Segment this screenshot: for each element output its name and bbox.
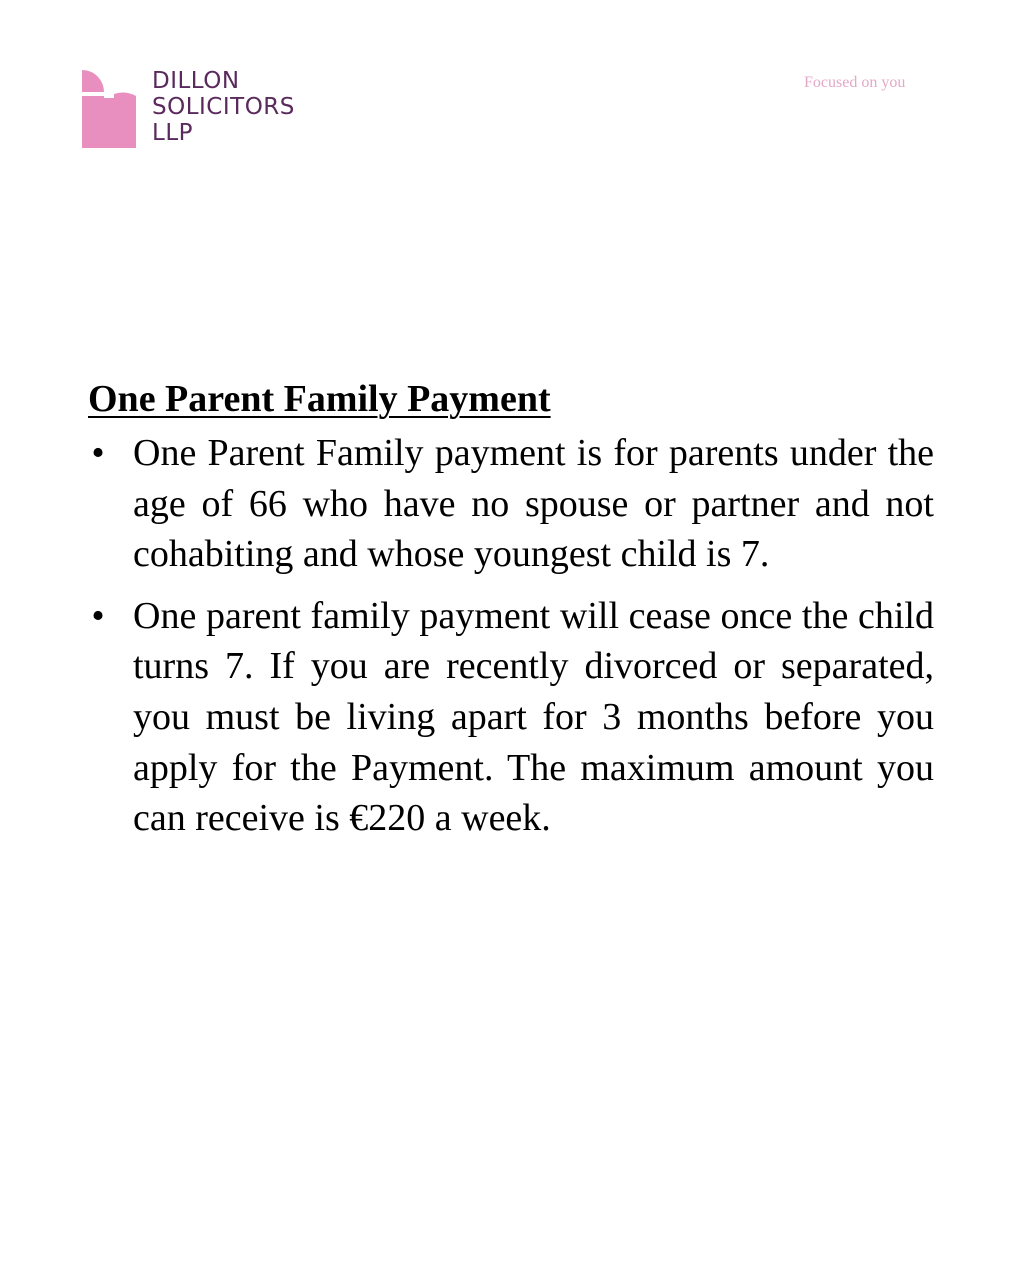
logo-line-3: LLP [152,120,193,146]
page-title: One Parent Family Payment [88,378,551,420]
list-item [88,428,934,580]
logo-line-1: DILLON [152,68,240,94]
bullet-icon: • [91,594,105,637]
tagline: Focused on you [804,74,906,91]
list-item [88,591,934,844]
bullet-list [88,428,934,844]
logo-line-2: SOLICITORS [152,94,295,120]
bullet-icon: • [91,432,105,474]
list-item-text: One parent family payment will cease once the child turns 7. If you are recently divorced or separated, you must be living apart for 3 months before you apply for the Payment. The maximum amount you can receive is €220 a week. [133,594,934,840]
page-header [0,0,1024,160]
logo-mark-icon [82,70,136,148]
main-content [88,374,934,855]
list-item-text: One Parent Family payment is for parents under the age of 66 who have no spouse or partner and not cohabiting and whose youngest child is 7. [133,432,934,576]
logo-wordmark [152,68,295,146]
